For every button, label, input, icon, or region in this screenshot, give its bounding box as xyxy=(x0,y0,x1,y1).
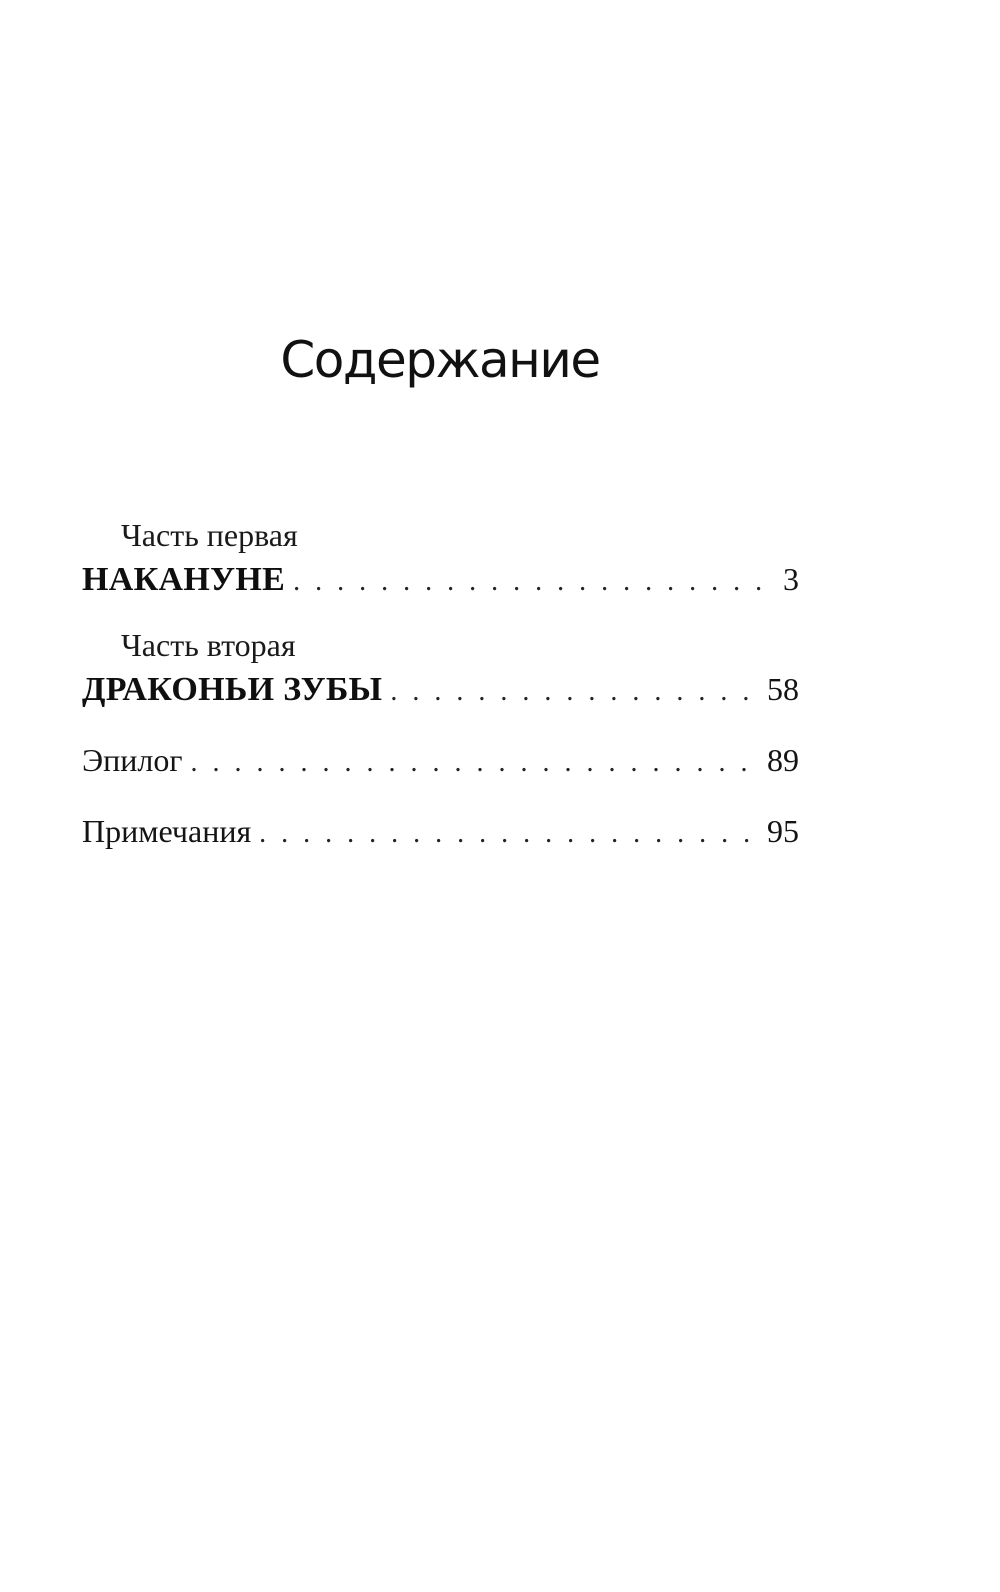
notes-page-number: 95 xyxy=(767,813,799,849)
part-one-page-number: 3 xyxy=(783,561,799,597)
toc-entry-part-two[interactable] xyxy=(82,665,799,713)
part-one-label: Часть первая xyxy=(121,517,298,553)
toc-entry-epilogue[interactable] xyxy=(82,736,799,784)
part-two-label: Часть вторая xyxy=(121,627,296,663)
toc-entry-part-one[interactable] xyxy=(82,555,799,603)
dot-leader xyxy=(190,739,761,787)
table-of-contents xyxy=(82,515,799,855)
notes-title: Примечания xyxy=(82,813,252,849)
part-two-page-number: 58 xyxy=(767,671,799,707)
toc-entry-notes[interactable] xyxy=(82,807,799,855)
epilogue-page-number: 89 xyxy=(767,742,799,778)
epilogue-title: Эпилог xyxy=(82,742,183,778)
page-title: Содержание xyxy=(280,331,600,389)
dot-leader xyxy=(259,810,761,858)
dot-leader xyxy=(390,668,761,716)
dot-leader xyxy=(293,558,777,606)
part-two-title: ДРАКОНЬИ ЗУБЫ xyxy=(82,671,383,708)
part-one-title: НАКАНУНЕ xyxy=(82,561,286,598)
